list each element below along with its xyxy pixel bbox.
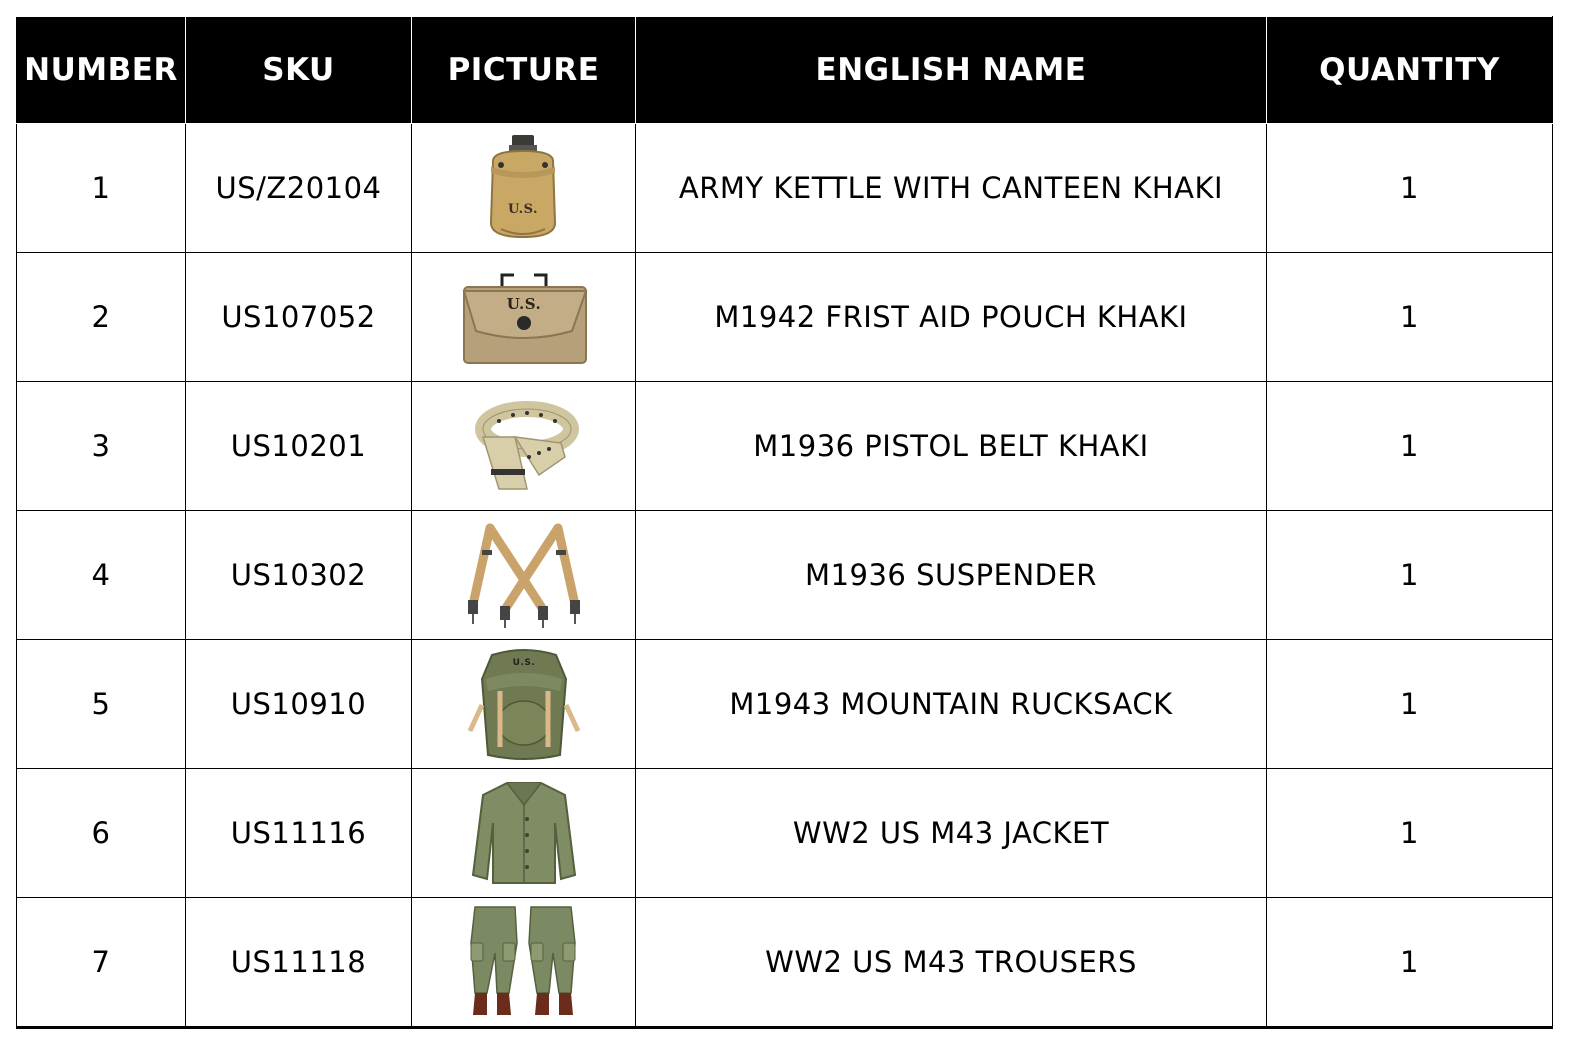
rucksack-mark: U.S. [512,658,535,668]
canteen-mark: U.S. [507,202,538,217]
pouch-icon [454,265,594,370]
cell-sku: US107052 [186,253,412,382]
table-row [17,253,1553,382]
canteen-icon [479,133,569,243]
cell-sku: US10910 [186,640,412,769]
cell-quantity: 1 [1267,640,1553,769]
table-row [17,898,1553,1028]
cell-sku: US10302 [186,511,412,640]
cell-quantity: 1 [1267,769,1553,898]
pouch-mark: U.S. [506,294,541,313]
cell-number: 1 [17,124,186,253]
suspender-icon [454,520,594,630]
cell-number: 7 [17,898,186,1028]
cell-sku: US10201 [186,382,412,511]
trousers-icon [469,903,579,1021]
table-row [17,511,1553,640]
cell-picture [412,382,636,511]
cell-number: 2 [17,253,186,382]
table-row [17,640,1553,769]
cell-english-name: M1936 SUSPENDER [636,511,1267,640]
items-table [16,16,1553,1029]
cell-quantity: 1 [1267,511,1553,640]
cell-picture [412,253,636,382]
cell-sku: US/Z20104 [186,124,412,253]
cell-quantity: 1 [1267,124,1553,253]
cell-picture [412,769,636,898]
cell-picture [412,124,636,253]
cell-english-name: ARMY KETTLE WITH CANTEEN KHAKI [636,124,1267,253]
cell-english-name: WW2 US M43 TROUSERS [636,898,1267,1028]
cell-quantity: 1 [1267,382,1553,511]
cell-number: 4 [17,511,186,640]
rucksack-icon [464,645,584,763]
header-quantity: QUANTITY [1267,17,1553,124]
cell-english-name: M1936 PISTOL BELT KHAKI [636,382,1267,511]
header-english-name: ENGLISH NAME [636,17,1267,124]
header-sku: SKU [186,17,412,124]
header-picture: PICTURE [412,17,636,124]
table-row [17,769,1553,898]
cell-english-name: M1942 FRIST AID POUCH KHAKI [636,253,1267,382]
cell-picture [412,640,636,769]
jacket-icon [469,777,579,889]
cell-sku: US11118 [186,898,412,1028]
header-row [17,17,1553,124]
cell-number: 6 [17,769,186,898]
cell-number: 5 [17,640,186,769]
cell-quantity: 1 [1267,253,1553,382]
cell-quantity: 1 [1267,898,1553,1028]
table-row [17,124,1553,253]
cell-picture [412,511,636,640]
table-row [17,382,1553,511]
header-number: NUMBER [17,17,186,124]
cell-sku: US11116 [186,769,412,898]
cell-english-name: M1943 MOUNTAIN RUCKSACK [636,640,1267,769]
cell-number: 3 [17,382,186,511]
cell-picture [412,898,636,1028]
cell-english-name: WW2 US M43 JACKET [636,769,1267,898]
belt-icon [469,391,579,501]
